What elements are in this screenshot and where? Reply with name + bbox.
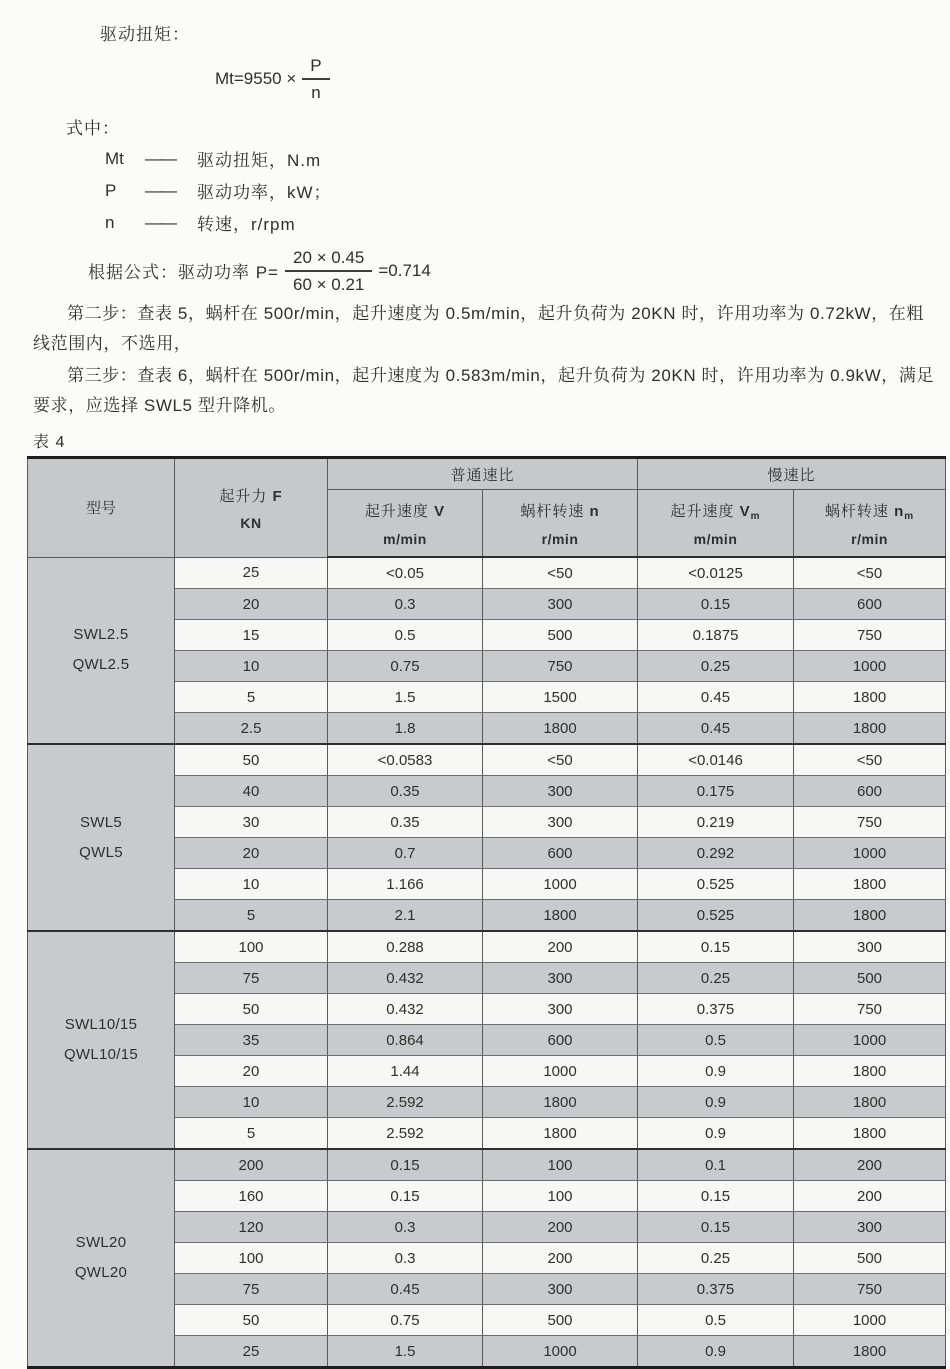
header-title: 起升速度 bbox=[670, 502, 740, 520]
data-cell: 1800 bbox=[483, 1087, 638, 1118]
data-cell: 100 bbox=[483, 1181, 638, 1212]
data-cell: 600 bbox=[483, 1025, 638, 1056]
definition-symbol: Mt bbox=[105, 148, 124, 168]
data-cell: 5 bbox=[175, 1118, 328, 1150]
data-cell: 2.592 bbox=[328, 1087, 483, 1118]
data-cell: 1000 bbox=[483, 1056, 638, 1087]
data-cell: 10 bbox=[175, 1087, 328, 1118]
header-symbol: V bbox=[739, 502, 751, 520]
data-cell: 50 bbox=[175, 1305, 328, 1336]
data-cell: <0.0125 bbox=[638, 557, 794, 589]
header-symbol: n bbox=[894, 502, 905, 520]
data-cell: 1000 bbox=[794, 651, 946, 682]
data-cell: 0.432 bbox=[328, 994, 483, 1025]
col-header-model: 型号 bbox=[28, 458, 175, 558]
definition-dash: —— bbox=[145, 212, 175, 232]
data-cell: 2.592 bbox=[328, 1118, 483, 1150]
data-cell: 0.288 bbox=[328, 931, 483, 963]
data-cell: 120 bbox=[175, 1212, 328, 1243]
data-cell: 750 bbox=[794, 994, 946, 1025]
data-cell: 0.292 bbox=[638, 838, 794, 869]
data-cell: 0.9 bbox=[638, 1087, 794, 1118]
data-cell: 0.5 bbox=[328, 620, 483, 651]
data-cell: 0.75 bbox=[328, 651, 483, 682]
table-row bbox=[28, 1149, 946, 1181]
definition-symbol: P bbox=[105, 180, 117, 200]
data-cell: 1800 bbox=[483, 1118, 638, 1150]
col-header-normal-worm-speed bbox=[483, 490, 638, 558]
definition-description: 转速，r/rpm bbox=[197, 215, 296, 234]
data-cell: 20 bbox=[175, 589, 328, 620]
header-subscript: m bbox=[750, 510, 761, 522]
data-cell: 0.219 bbox=[638, 807, 794, 838]
header-title: 起升速度 bbox=[364, 502, 435, 520]
data-cell: <50 bbox=[483, 557, 638, 589]
data-cell: 10 bbox=[175, 869, 328, 900]
data-cell: 1800 bbox=[794, 900, 946, 932]
data-cell: 1800 bbox=[794, 1118, 946, 1150]
data-cell: <0.0146 bbox=[638, 744, 794, 776]
definition-mt bbox=[105, 143, 945, 175]
data-cell: 100 bbox=[175, 1243, 328, 1274]
header-title: 蜗杆转速 bbox=[520, 502, 590, 520]
data-cell: 1000 bbox=[794, 1305, 946, 1336]
header-symbol: n bbox=[589, 502, 600, 520]
data-cell: 20 bbox=[175, 1056, 328, 1087]
data-cell: 0.45 bbox=[638, 713, 794, 745]
data-cell: 75 bbox=[175, 963, 328, 994]
data-cell: 30 bbox=[175, 807, 328, 838]
model-cell: SWL2.5 QWL2.5 bbox=[28, 557, 175, 744]
data-cell: 1800 bbox=[794, 1336, 946, 1368]
table-row bbox=[28, 744, 946, 776]
where-label: 式中： bbox=[66, 118, 120, 138]
data-cell: 300 bbox=[483, 776, 638, 807]
data-cell: 2.1 bbox=[328, 900, 483, 932]
data-cell: 1800 bbox=[794, 682, 946, 713]
data-cell: 600 bbox=[794, 589, 946, 620]
data-cell: 0.15 bbox=[638, 589, 794, 620]
data-cell: 0.9 bbox=[638, 1336, 794, 1368]
data-cell: 0.864 bbox=[328, 1025, 483, 1056]
data-cell: 0.25 bbox=[638, 651, 794, 682]
data-cell: 200 bbox=[175, 1149, 328, 1181]
data-cell: 75 bbox=[175, 1274, 328, 1305]
data-cell: 300 bbox=[483, 1274, 638, 1305]
data-cell: 1000 bbox=[794, 838, 946, 869]
data-cell: 750 bbox=[794, 807, 946, 838]
drive-torque-label: 驱动扭矩： bbox=[100, 25, 190, 44]
data-cell: 750 bbox=[794, 1274, 946, 1305]
header-title: 蜗杆转速 bbox=[824, 502, 895, 520]
paragraph-step2: 第二步：查表 5，蜗杆在 500r/min，起升速度为 0.5m/min，起升负荷为 20KN 时，许用功率为 0.72kW，在粗线范围内，不选用， bbox=[33, 304, 924, 353]
data-cell: 300 bbox=[794, 931, 946, 963]
col-header-slow-lift-speed bbox=[638, 490, 794, 558]
definition-n bbox=[105, 207, 945, 239]
data-cell: 0.1875 bbox=[638, 620, 794, 651]
data-cell: 25 bbox=[175, 1336, 328, 1368]
data-cell: 200 bbox=[794, 1181, 946, 1212]
data-cell: 0.15 bbox=[328, 1181, 483, 1212]
data-cell: 0.9 bbox=[638, 1056, 794, 1087]
data-cell: 15 bbox=[175, 620, 328, 651]
data-cell: 50 bbox=[175, 994, 328, 1025]
data-cell: 0.375 bbox=[638, 994, 794, 1025]
col-header-normal-lift-speed bbox=[328, 490, 483, 558]
data-cell: 750 bbox=[794, 620, 946, 651]
data-cell: 0.25 bbox=[638, 963, 794, 994]
header-unit: m/min bbox=[383, 530, 427, 547]
data-cell: <0.0583 bbox=[328, 744, 483, 776]
data-cell: 0.35 bbox=[328, 776, 483, 807]
data-cell: 50 bbox=[175, 744, 328, 776]
force-symbol: F bbox=[272, 487, 283, 505]
data-cell: 0.3 bbox=[328, 589, 483, 620]
data-cell: 35 bbox=[175, 1025, 328, 1056]
col-group-slow-speed-ratio: 慢速比 bbox=[638, 458, 946, 490]
data-cell: 0.15 bbox=[638, 1181, 794, 1212]
power-formula-numerator: 20 × 0.45 bbox=[285, 247, 372, 272]
data-cell: 0.35 bbox=[328, 807, 483, 838]
model-cell: SWL20 QWL20 bbox=[28, 1149, 175, 1368]
data-cell: 200 bbox=[483, 1243, 638, 1274]
data-cell: 0.15 bbox=[638, 931, 794, 963]
data-cell: 0.45 bbox=[638, 682, 794, 713]
definition-description: 驱动功率，kW； bbox=[197, 183, 332, 202]
paragraph-step3: 第三步：查表 6，蜗杆在 500r/min，起升速度为 0.583m/min，起升负荷为 20KN 时，许用功率为 0.9kW，满足要求，应选择 SWL5 型升降机。 bbox=[33, 366, 935, 415]
data-cell: 500 bbox=[483, 620, 638, 651]
data-cell: 0.3 bbox=[328, 1243, 483, 1274]
definition-symbol: n bbox=[105, 212, 115, 232]
data-cell: 1800 bbox=[483, 713, 638, 745]
data-cell: 0.15 bbox=[638, 1212, 794, 1243]
data-cell: 200 bbox=[483, 1212, 638, 1243]
col-group-normal-speed-ratio: 普通速比 bbox=[328, 458, 638, 490]
table-4 bbox=[27, 456, 946, 1369]
header-unit: r/min bbox=[541, 530, 579, 547]
header-symbol: V bbox=[434, 502, 446, 520]
torque-formula bbox=[215, 55, 945, 104]
power-formula-result: =0.714 bbox=[378, 260, 431, 280]
data-cell: 0.3 bbox=[328, 1212, 483, 1243]
data-cell: 1800 bbox=[794, 1087, 946, 1118]
data-cell: 200 bbox=[794, 1149, 946, 1181]
power-formula-fraction bbox=[285, 247, 372, 296]
torque-formula-numerator: P bbox=[302, 55, 329, 80]
data-cell: 600 bbox=[794, 776, 946, 807]
col-header-lift-force bbox=[175, 458, 328, 558]
data-cell: <50 bbox=[794, 744, 946, 776]
table-row bbox=[28, 557, 946, 589]
data-cell: 100 bbox=[175, 931, 328, 963]
table-body bbox=[28, 557, 946, 1368]
data-cell: 0.5 bbox=[638, 1025, 794, 1056]
data-cell: 500 bbox=[794, 963, 946, 994]
data-cell: 25 bbox=[175, 557, 328, 589]
data-cell: 0.525 bbox=[638, 900, 794, 932]
data-cell: <0.05 bbox=[328, 557, 483, 589]
data-cell: 1800 bbox=[794, 869, 946, 900]
data-cell: 0.7 bbox=[328, 838, 483, 869]
data-cell: 300 bbox=[483, 807, 638, 838]
power-formula-denominator: 60 × 0.21 bbox=[293, 274, 365, 294]
data-cell: 0.5 bbox=[638, 1305, 794, 1336]
data-cell: 2.5 bbox=[175, 713, 328, 745]
data-cell: 0.75 bbox=[328, 1305, 483, 1336]
data-cell: 0.25 bbox=[638, 1243, 794, 1274]
data-cell: 1.166 bbox=[328, 869, 483, 900]
data-cell: 10 bbox=[175, 651, 328, 682]
data-cell: 1800 bbox=[794, 1056, 946, 1087]
data-cell: 1.5 bbox=[328, 682, 483, 713]
data-cell: 300 bbox=[483, 589, 638, 620]
data-cell: 1.5 bbox=[328, 1336, 483, 1368]
data-cell: 1.44 bbox=[328, 1056, 483, 1087]
definition-dash: —— bbox=[145, 148, 175, 168]
header-unit: m/min bbox=[693, 530, 738, 547]
data-cell: 0.432 bbox=[328, 963, 483, 994]
power-formula-prefix: 根据公式：驱动功率 P= bbox=[88, 263, 279, 283]
data-cell: 1000 bbox=[794, 1025, 946, 1056]
table-row bbox=[28, 931, 946, 963]
torque-formula-fraction bbox=[302, 55, 329, 104]
data-cell: 750 bbox=[483, 651, 638, 682]
data-cell: 5 bbox=[175, 900, 328, 932]
data-cell: 1.8 bbox=[328, 713, 483, 745]
model-cell: SWL10/15 QWL10/15 bbox=[28, 931, 175, 1149]
force-title: 起升力 bbox=[219, 487, 273, 505]
data-cell: 5 bbox=[175, 682, 328, 713]
data-cell: 300 bbox=[483, 963, 638, 994]
data-cell: 0.1 bbox=[638, 1149, 794, 1181]
data-cell: 0.9 bbox=[638, 1118, 794, 1150]
data-cell: 200 bbox=[483, 931, 638, 963]
data-cell: 0.525 bbox=[638, 869, 794, 900]
force-unit: KN bbox=[240, 514, 262, 531]
header-subscript: m bbox=[904, 510, 915, 522]
data-cell: 0.175 bbox=[638, 776, 794, 807]
data-cell: 0.15 bbox=[328, 1149, 483, 1181]
data-cell: 100 bbox=[483, 1149, 638, 1181]
data-cell: 1000 bbox=[483, 869, 638, 900]
model-cell: SWL5 QWL5 bbox=[28, 744, 175, 931]
data-cell: 300 bbox=[483, 994, 638, 1025]
data-cell: 160 bbox=[175, 1181, 328, 1212]
data-cell: 600 bbox=[483, 838, 638, 869]
table-caption: 表 4 bbox=[33, 434, 66, 451]
data-cell: 1000 bbox=[483, 1336, 638, 1368]
data-cell: 1800 bbox=[794, 713, 946, 745]
data-cell: 20 bbox=[175, 838, 328, 869]
header-unit: r/min bbox=[851, 530, 888, 547]
col-header-slow-worm-speed bbox=[794, 490, 946, 558]
data-cell: 0.375 bbox=[638, 1274, 794, 1305]
data-cell: 1500 bbox=[483, 682, 638, 713]
data-cell: 1800 bbox=[483, 900, 638, 932]
definition-p bbox=[105, 175, 945, 207]
data-cell: <50 bbox=[483, 744, 638, 776]
data-cell: 500 bbox=[483, 1305, 638, 1336]
data-cell: <50 bbox=[794, 557, 946, 589]
data-cell: 40 bbox=[175, 776, 328, 807]
definition-dash: —— bbox=[145, 180, 175, 200]
torque-formula-lhs: Mt=9550 × bbox=[215, 69, 297, 89]
power-formula bbox=[88, 247, 945, 296]
table-header-row-groups bbox=[28, 458, 946, 490]
definition-description: 驱动扭矩，N.m bbox=[197, 151, 322, 170]
data-cell: 300 bbox=[794, 1212, 946, 1243]
data-cell: 500 bbox=[794, 1243, 946, 1274]
torque-formula-denominator: n bbox=[311, 83, 321, 103]
data-cell: 0.45 bbox=[328, 1274, 483, 1305]
